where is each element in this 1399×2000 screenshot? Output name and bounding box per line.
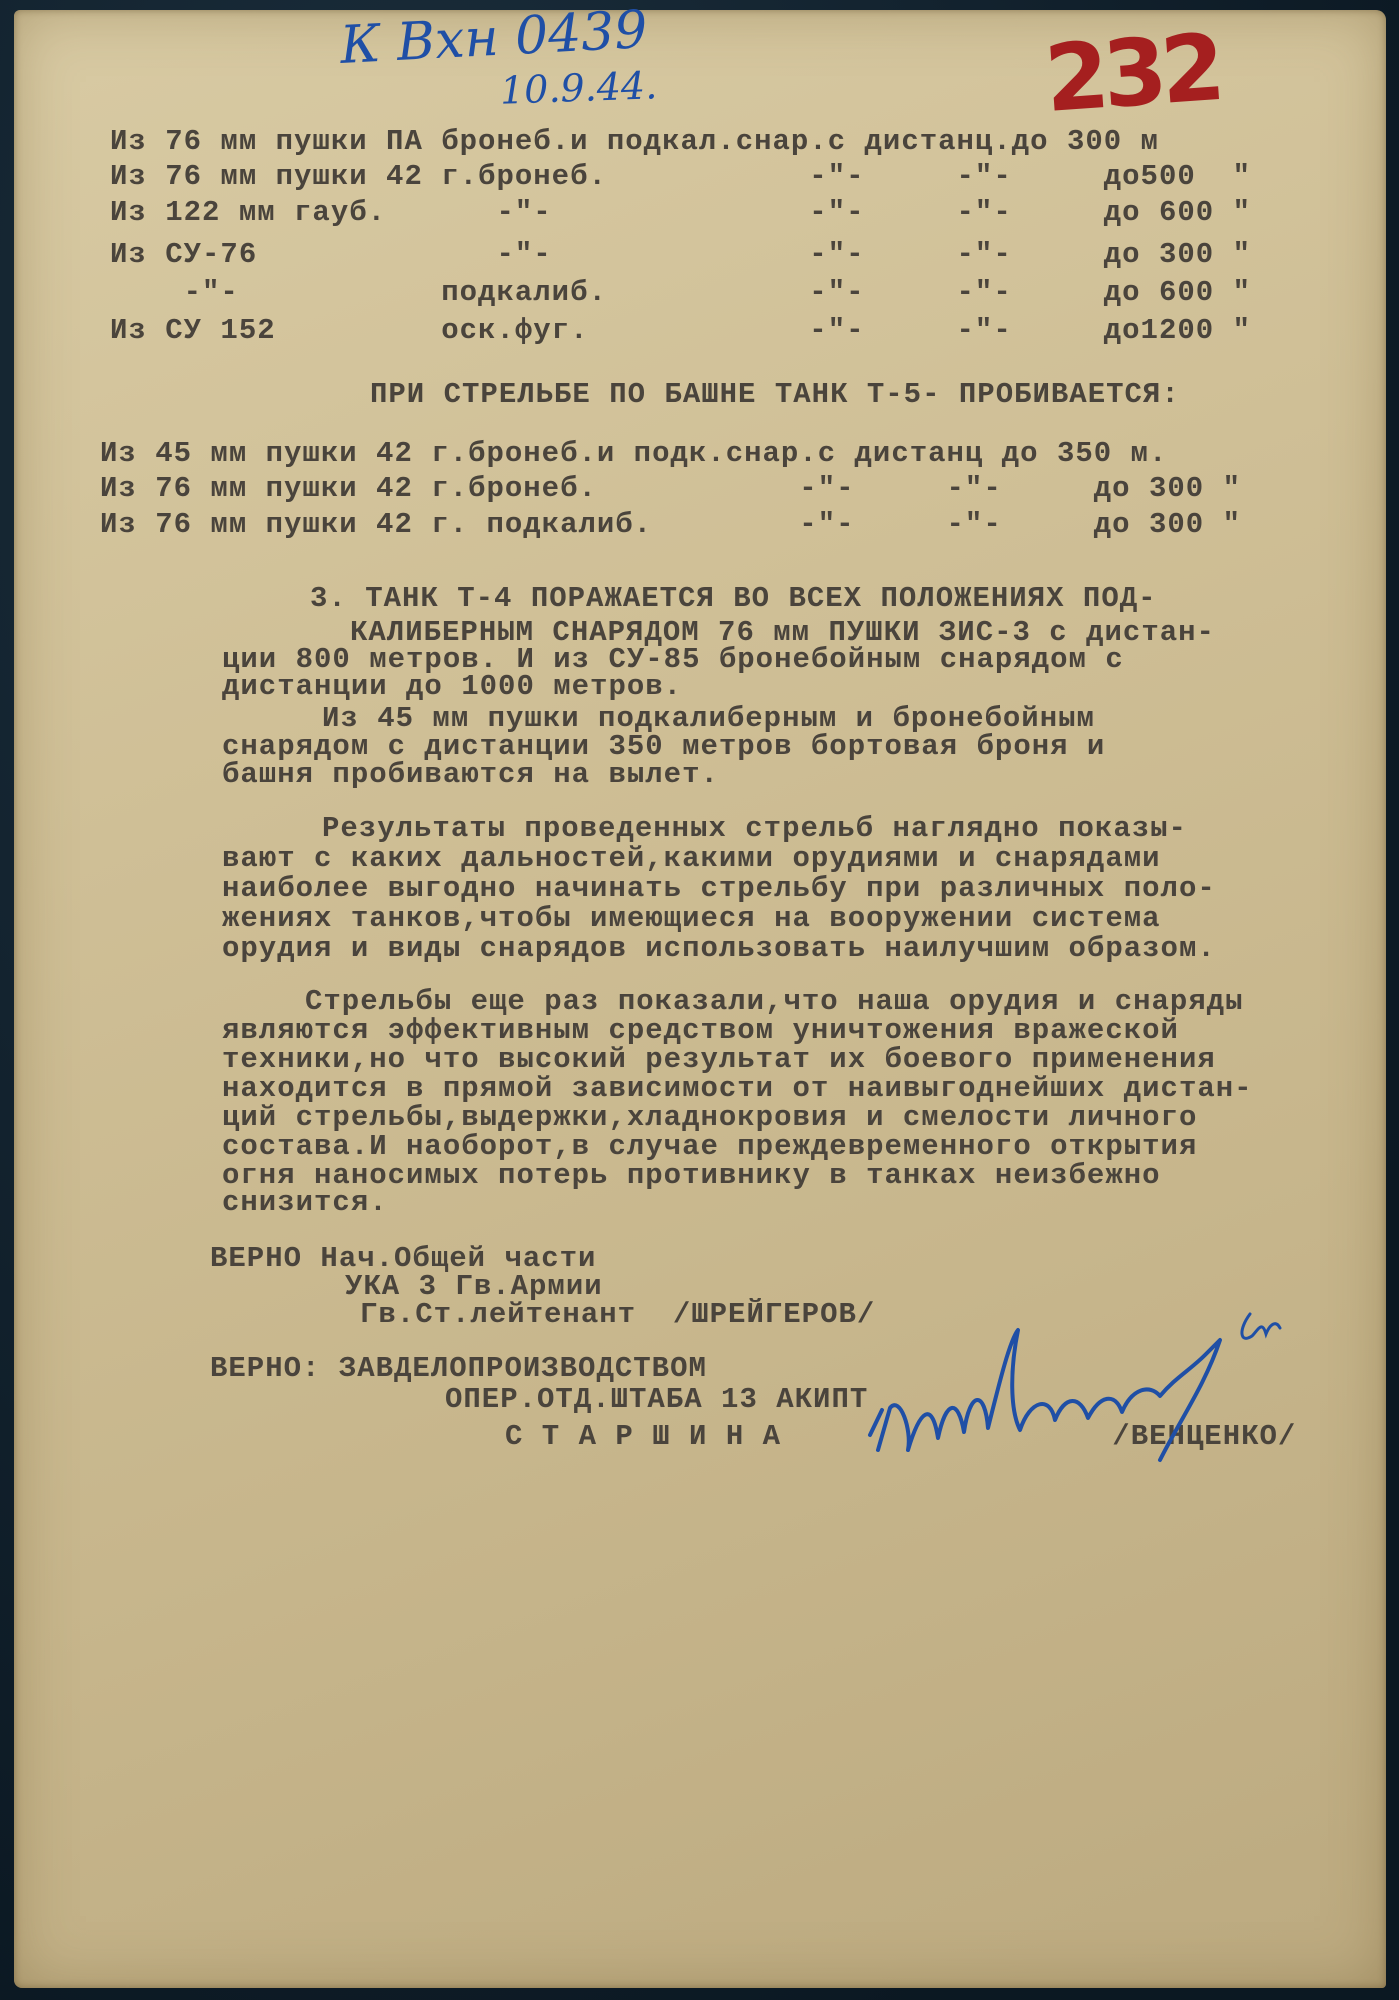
list-item: Из 76 мм пушки ПА бронеб.и подкал.снар.с дистанц.до 300 м bbox=[110, 125, 1159, 158]
paragraph-line: жениях танков,чтобы имеющиеся на вооружении система bbox=[222, 902, 1161, 935]
list-item: Из 122 мм гауб. -"- -"- -"- до 600 " bbox=[110, 196, 1251, 229]
list-item: Из 76 мм пушки 42 г. подкалиб. -"- -"- до 300 " bbox=[100, 508, 1241, 541]
paragraph-line: являются эффективным средством уничтожения вражеской bbox=[222, 1014, 1179, 1047]
verification-line: ВЕРНО Нач.Общей части bbox=[210, 1242, 597, 1275]
list-item: Из 45 мм пушки 42 г.бронеб.и подк.снар.с дистанц до 350 м. bbox=[100, 437, 1168, 470]
list-item: -"- подкалиб. -"- -"- до 600 " bbox=[110, 276, 1251, 309]
list-item: Из 76 мм пушки 42 г.бронеб. -"- -"- до 300 " bbox=[100, 472, 1241, 505]
paragraph-line: дистанции до 1000 метров. bbox=[222, 670, 683, 703]
paragraph-line: Результаты проведенных стрельб наглядно показы- bbox=[322, 812, 1187, 845]
verification-line: С Т А Р Ш И Н А /ВЕНЦЕНКО/ bbox=[505, 1420, 1297, 1453]
section-heading: ПРИ СТРЕЛЬБЕ ПО БАШНЕ ТАНК Т-5- ПРОБИВАЕТСЯ: bbox=[370, 378, 1180, 411]
verification-line: ОПЕР.ОТД.ШТАБА 13 АКИПТ bbox=[445, 1383, 869, 1416]
paragraph-line: снарядом с дистанции 350 метров бортовая броня и bbox=[222, 730, 1106, 763]
paragraph-line: находится в прямой зависимости от наивыгоднейших дистан- bbox=[222, 1072, 1253, 1105]
verification-line: ВЕРНО: ЗАВДЕЛОПРОИЗВОДСТВОМ bbox=[210, 1352, 707, 1385]
verification-line: УКА 3 Гв.Армии bbox=[345, 1270, 603, 1303]
paragraph-line: вают с каких дальностей,какими орудиями и снарядами bbox=[222, 842, 1161, 875]
paragraph-line: техники,но что высокий результат их боевого применения bbox=[222, 1043, 1216, 1076]
paragraph-line: огня наносимых потерь противнику в танках неизбежно bbox=[222, 1159, 1161, 1192]
list-item: Из СУ 152 оск.фуг. -"- -"- до1200 " bbox=[110, 314, 1251, 347]
list-item: Из 76 мм пушки 42 г.бронеб. -"- -"- до500 " bbox=[110, 160, 1251, 193]
page-number-stamp: 232 bbox=[1041, 14, 1223, 133]
list-item: Из СУ-76 -"- -"- -"- до 300 " bbox=[110, 238, 1251, 271]
paragraph-line: Стрельбы еще раз показали,что наша орудия и снаряды bbox=[305, 985, 1244, 1018]
archive-reference: К Вхн 0439 bbox=[338, 0, 649, 77]
paragraph-line: снизится. bbox=[222, 1186, 388, 1219]
signature-icon bbox=[860, 1300, 1300, 1470]
paragraph-line: Из 45 мм пушки подкалиберным и бронебойным bbox=[322, 702, 1095, 735]
handwritten-date: 10.9.44. bbox=[499, 63, 658, 113]
paragraph-line: состава.И наоборот,в случае преждевременного открытия bbox=[222, 1130, 1198, 1163]
paragraph-line: ций стрельбы,выдержки,хладнокровия и смелости личного bbox=[222, 1101, 1198, 1134]
paragraph-line: наиболее выгодно начинать стрельбу при различных поло- bbox=[222, 872, 1216, 905]
paragraph-line: башня пробиваются на вылет. bbox=[222, 758, 719, 791]
paragraph-line: КАЛИБЕРНЫМ СНАРЯДОМ 76 мм ПУШКИ ЗИС-3 с дистан- bbox=[350, 616, 1215, 649]
paragraph-line: орудия и виды снарядов использовать наилучшим образом. bbox=[222, 932, 1216, 965]
paragraph-line: 3. ТАНК Т-4 ПОРАЖАЕТСЯ ВО ВСЕХ ПОЛОЖЕНИЯХ ПОД- bbox=[310, 582, 1157, 615]
verification-line: Гв.Ст.лейтенант /ШРЕЙГЕРОВ/ bbox=[360, 1298, 876, 1331]
paragraph-line: ции 800 метров. И из СУ-85 бронебойным снарядом с bbox=[222, 643, 1124, 676]
